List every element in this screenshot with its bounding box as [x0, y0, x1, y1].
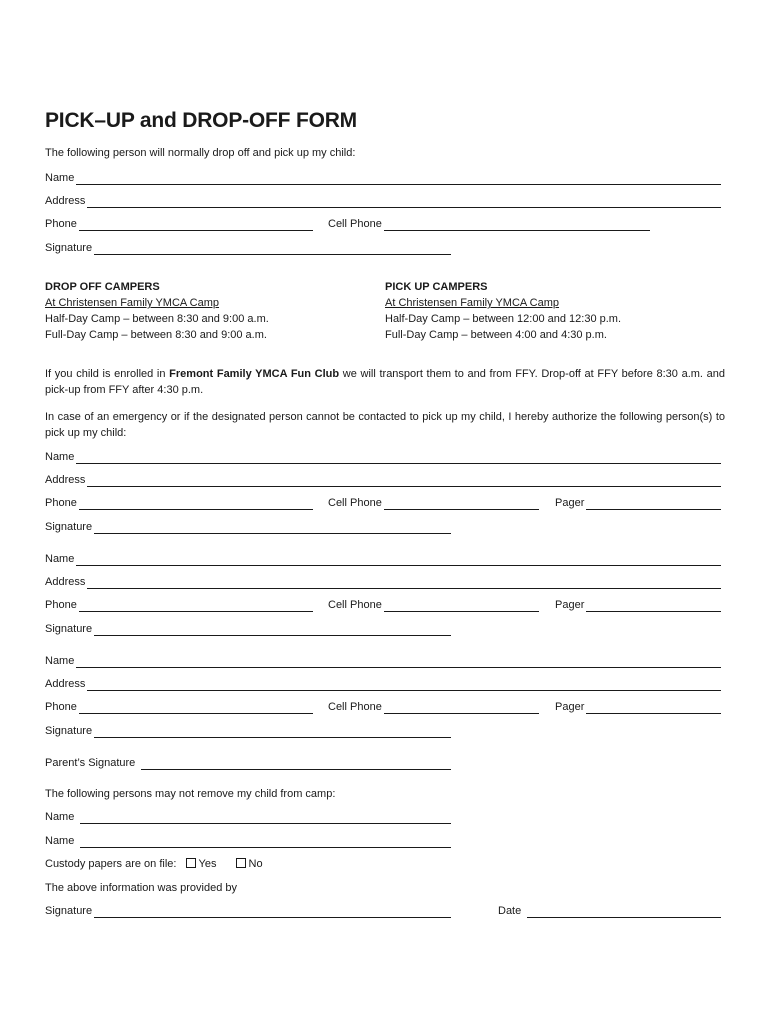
emergency-2-pager-field[interactable]: Pager	[555, 598, 721, 612]
emergency-3-phone-row	[45, 700, 725, 714]
emergency-1-address-row	[45, 473, 725, 487]
emergency-2-signature-field[interactable]: Signature	[45, 622, 451, 636]
emergency-2-signature-row	[45, 622, 725, 636]
date-field[interactable]: Date	[498, 904, 721, 918]
intro-text: The following person will normally drop off and pick up my child:	[45, 147, 356, 159]
custody-label: Custody papers are on file:	[45, 858, 177, 870]
drop-off-section	[45, 279, 269, 343]
primary-cell-phone-field[interactable]: Cell Phone	[328, 217, 650, 231]
custody-row	[45, 857, 263, 871]
primary-phone-field[interactable]: Phone	[45, 217, 313, 231]
pick-up-heading: PICK UP CAMPERS	[385, 281, 488, 293]
page-title: PICK–UP and DROP-OFF FORM	[45, 109, 357, 132]
custody-no-label: No	[248, 858, 263, 870]
restricted-1-name-field[interactable]: Name	[45, 810, 451, 824]
primary-address-field[interactable]: Address	[45, 194, 721, 208]
restricted-1-name-row	[45, 810, 725, 824]
emergency-2-name-row	[45, 552, 725, 566]
primary-address-row	[45, 194, 725, 208]
emergency-3-pager-field[interactable]: Pager	[555, 700, 721, 714]
ffy-note: If you child is enrolled in Fremont Family YMCA Fun Club we will transport them to and from FFY. Drop-off at FFY before 8:30 a.m. and pick-up from FFY after 4:30 p.m.	[45, 368, 726, 396]
emergency-1-address-field[interactable]: Address	[45, 473, 721, 487]
drop-off-heading: DROP OFF CAMPERS	[45, 281, 160, 293]
emergency-1-phone-row	[45, 496, 725, 510]
emergency-2-address-field[interactable]: Address	[45, 575, 721, 589]
primary-signature-row	[45, 241, 725, 255]
emergency-3-address-field[interactable]: Address	[45, 677, 721, 691]
custody-yes-checkbox[interactable]	[186, 858, 196, 868]
primary-signature-field[interactable]: Signature	[45, 241, 451, 255]
emergency-3-signature-field[interactable]: Signature	[45, 724, 451, 738]
fun-club-name: Fremont Family YMCA Fun Club	[169, 368, 340, 380]
pick-up-section	[385, 279, 621, 343]
pick-up-half-day: Half-Day Camp – between 12:00 and 12:30 p.m.	[385, 313, 622, 325]
primary-phone-row	[45, 217, 725, 231]
emergency-1-signature-row	[45, 520, 725, 534]
emergency-2-address-row	[45, 575, 725, 589]
emergency-note: In case of an emergency or if the designated person cannot be contacted to pick up my child, I hereby authorize the following person(s) to pick up my child:	[45, 411, 725, 439]
restricted-2-name-field[interactable]: Name	[45, 834, 451, 848]
emergency-1-pager-field[interactable]: Pager	[555, 496, 721, 510]
emergency-3-address-row	[45, 677, 725, 691]
drop-off-full-day: Full-Day Camp – between 8:30 and 9:00 a.m.	[45, 329, 267, 341]
final-signature-row	[45, 904, 725, 918]
emergency-1-phone-field[interactable]: Phone	[45, 496, 313, 510]
primary-name-row	[45, 171, 725, 185]
pick-up-location: At Christensen Family YMCA Camp	[385, 297, 560, 309]
emergency-1-name-field[interactable]: Name	[45, 450, 721, 464]
emergency-3-name-field[interactable]: Name	[45, 654, 721, 668]
emergency-1-cell-phone-field[interactable]: Cell Phone	[328, 496, 539, 510]
drop-off-location: At Christensen Family YMCA Camp	[45, 297, 220, 309]
custody-yes-label: Yes	[198, 858, 217, 870]
provided-by-text: The above information was provided by	[45, 882, 237, 894]
restricted-2-name-row	[45, 834, 725, 848]
emergency-1-signature-field[interactable]: Signature	[45, 520, 451, 534]
emergency-2-cell-phone-field[interactable]: Cell Phone	[328, 598, 539, 612]
final-signature-field[interactable]: Signature	[45, 904, 451, 918]
pick-up-full-day: Full-Day Camp – between 4:00 and 4:30 p.m.	[385, 329, 607, 341]
emergency-3-cell-phone-field[interactable]: Cell Phone	[328, 700, 539, 714]
emergency-3-signature-row	[45, 724, 725, 738]
custody-no-checkbox[interactable]	[236, 858, 246, 868]
parent-signature-field[interactable]: Parent’s Signature	[45, 756, 451, 770]
emergency-2-phone-row	[45, 598, 725, 612]
emergency-2-name-field[interactable]: Name	[45, 552, 721, 566]
drop-off-half-day: Half-Day Camp – between 8:30 and 9:00 a.m.	[45, 313, 269, 325]
parent-signature-row	[45, 756, 725, 770]
restricted-intro: The following persons may not remove my child from camp:	[45, 788, 336, 800]
emergency-2-phone-field[interactable]: Phone	[45, 598, 313, 612]
emergency-3-name-row	[45, 654, 725, 668]
primary-name-field[interactable]: Name	[45, 171, 721, 185]
emergency-3-phone-field[interactable]: Phone	[45, 700, 313, 714]
emergency-1-name-row	[45, 450, 725, 464]
